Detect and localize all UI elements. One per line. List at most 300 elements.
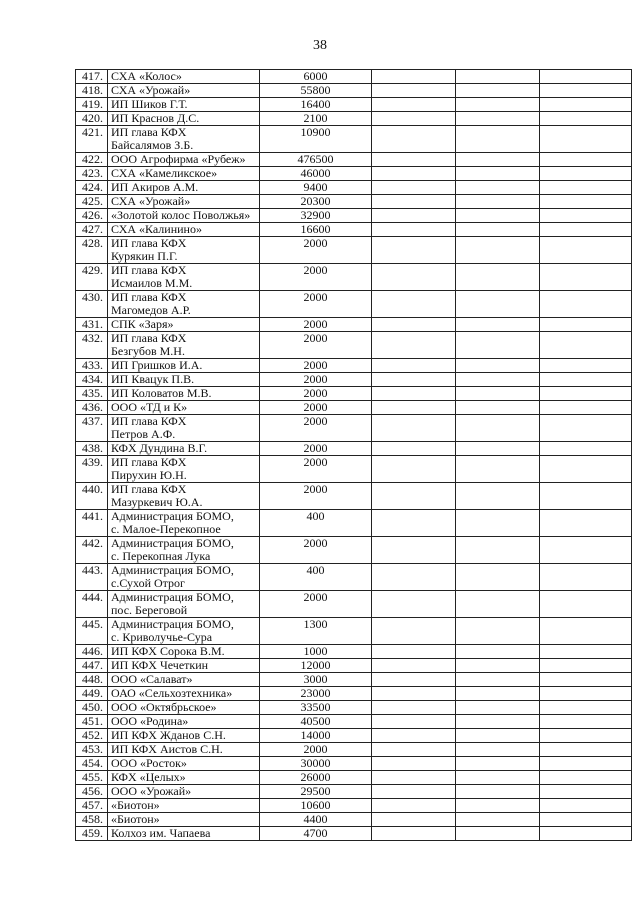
organization-name-line: ОАО «Сельхозтехника» xyxy=(111,686,233,700)
row-number: 427. xyxy=(76,223,108,237)
organization-name xyxy=(108,537,260,564)
organization-name-line: Пирухин Ю.Н. xyxy=(111,468,187,482)
empty-cell xyxy=(372,223,456,237)
table-row xyxy=(76,70,632,84)
empty-cell xyxy=(456,401,540,415)
organization-name-line: Колхоз им. Чапаева xyxy=(111,826,211,840)
empty-cell xyxy=(540,687,632,701)
amount-cell: 2000 xyxy=(260,373,372,387)
amount-cell: 2000 xyxy=(260,264,372,291)
empty-cell xyxy=(456,237,540,264)
empty-cell xyxy=(372,743,456,757)
amount-cell: 2000 xyxy=(260,237,372,264)
empty-cell xyxy=(540,70,632,84)
empty-cell xyxy=(456,318,540,332)
organization-name-line: «Золотой колос Поволжья» xyxy=(111,208,251,222)
amount-cell: 1000 xyxy=(260,645,372,659)
empty-cell xyxy=(456,743,540,757)
row-number: 445. xyxy=(76,618,108,645)
table-row xyxy=(76,387,632,401)
empty-cell xyxy=(540,401,632,415)
row-number: 432. xyxy=(76,332,108,359)
organization-name xyxy=(108,456,260,483)
empty-cell xyxy=(456,112,540,126)
amount-cell: 16600 xyxy=(260,223,372,237)
organization-name-line: СХА «Колос» xyxy=(111,69,182,83)
organization-name-line: ИП глава КФХ xyxy=(111,414,187,428)
row-number: 453. xyxy=(76,743,108,757)
empty-cell xyxy=(540,743,632,757)
table-row xyxy=(76,618,632,645)
empty-cell xyxy=(456,729,540,743)
empty-cell xyxy=(372,645,456,659)
empty-cell xyxy=(456,209,540,223)
table-row xyxy=(76,537,632,564)
empty-cell xyxy=(456,70,540,84)
empty-cell xyxy=(456,591,540,618)
table-row xyxy=(76,195,632,209)
empty-cell xyxy=(540,757,632,771)
organization-name xyxy=(108,687,260,701)
amount-cell: 10600 xyxy=(260,799,372,813)
empty-cell xyxy=(540,827,632,841)
empty-cell xyxy=(456,126,540,153)
row-number: 418. xyxy=(76,84,108,98)
empty-cell xyxy=(540,442,632,456)
empty-cell xyxy=(540,715,632,729)
empty-cell xyxy=(456,701,540,715)
table-row xyxy=(76,701,632,715)
amount-cell: 2000 xyxy=(260,387,372,401)
organization-name-line: с. Перекопная Лука xyxy=(111,549,211,563)
organization-name-line: Безгубов М.Н. xyxy=(111,344,185,358)
empty-cell xyxy=(372,827,456,841)
empty-cell xyxy=(456,827,540,841)
table-row xyxy=(76,785,632,799)
empty-cell xyxy=(456,291,540,318)
empty-cell xyxy=(540,645,632,659)
empty-cell xyxy=(456,564,540,591)
row-number: 441. xyxy=(76,510,108,537)
organization-name-line: Администрация БОМО, xyxy=(111,590,234,604)
empty-cell xyxy=(372,359,456,373)
amount-cell: 2000 xyxy=(260,415,372,442)
amount-cell: 16400 xyxy=(260,98,372,112)
amount-cell: 12000 xyxy=(260,659,372,673)
empty-cell xyxy=(540,332,632,359)
amount-cell: 2000 xyxy=(260,291,372,318)
organization-name-line: ИП КФХ Чечеткин xyxy=(111,658,209,672)
table-row xyxy=(76,153,632,167)
empty-cell xyxy=(372,442,456,456)
table-row xyxy=(76,729,632,743)
empty-cell xyxy=(372,415,456,442)
row-number: 424. xyxy=(76,181,108,195)
table-row xyxy=(76,771,632,785)
empty-cell xyxy=(540,785,632,799)
organization-name-line: Администрация БОМО, xyxy=(111,563,234,577)
organization-name xyxy=(108,195,260,209)
organization-name-line: ООО Агрофирма «Рубеж» xyxy=(111,152,246,166)
empty-cell xyxy=(372,84,456,98)
organization-name-line: ИП глава КФХ xyxy=(111,236,187,250)
empty-cell xyxy=(540,799,632,813)
empty-cell xyxy=(372,483,456,510)
organization-name xyxy=(108,318,260,332)
table-row xyxy=(76,112,632,126)
organization-name-line: ООО «ТД и К» xyxy=(111,400,188,414)
empty-cell xyxy=(372,112,456,126)
row-number: 440. xyxy=(76,483,108,510)
organization-name xyxy=(108,264,260,291)
ledger-body xyxy=(76,70,632,841)
table-row xyxy=(76,827,632,841)
empty-cell xyxy=(540,771,632,785)
table-row xyxy=(76,483,632,510)
empty-cell xyxy=(540,415,632,442)
table-row xyxy=(76,181,632,195)
row-number: 433. xyxy=(76,359,108,373)
empty-cell xyxy=(540,264,632,291)
organization-name-line: Исмаилов М.М. xyxy=(111,276,193,290)
row-number: 448. xyxy=(76,673,108,687)
table-row xyxy=(76,401,632,415)
empty-cell xyxy=(372,687,456,701)
empty-cell xyxy=(372,153,456,167)
row-number: 455. xyxy=(76,771,108,785)
organization-name-line: ИП Акиров А.М. xyxy=(111,180,199,194)
empty-cell xyxy=(372,799,456,813)
empty-cell xyxy=(456,456,540,483)
organization-name-line: Мазуркевич Ю.А. xyxy=(111,495,203,509)
row-number: 435. xyxy=(76,387,108,401)
organization-name xyxy=(108,181,260,195)
empty-cell xyxy=(540,729,632,743)
amount-cell: 476500 xyxy=(260,153,372,167)
empty-cell xyxy=(372,591,456,618)
table-row xyxy=(76,373,632,387)
empty-cell xyxy=(540,510,632,537)
amount-cell: 2000 xyxy=(260,332,372,359)
empty-cell xyxy=(540,98,632,112)
amount-cell: 400 xyxy=(260,510,372,537)
empty-cell xyxy=(540,153,632,167)
empty-cell xyxy=(540,195,632,209)
amount-cell: 26000 xyxy=(260,771,372,785)
empty-cell xyxy=(540,112,632,126)
organization-name-line: ООО «Урожай» xyxy=(111,784,192,798)
organization-name-line: ИП Гришков И.А. xyxy=(111,358,203,372)
page-number: 38 xyxy=(313,38,327,53)
table-row xyxy=(76,359,632,373)
empty-cell xyxy=(540,673,632,687)
organization-name xyxy=(108,112,260,126)
table-row xyxy=(76,332,632,359)
organization-name xyxy=(108,715,260,729)
amount-cell: 55800 xyxy=(260,84,372,98)
table-row xyxy=(76,456,632,483)
organization-name-line: Байсалямов З.Б. xyxy=(111,138,194,152)
empty-cell xyxy=(456,373,540,387)
row-number: 458. xyxy=(76,813,108,827)
empty-cell xyxy=(372,332,456,359)
empty-cell xyxy=(540,291,632,318)
empty-cell xyxy=(372,618,456,645)
amount-cell: 6000 xyxy=(260,70,372,84)
empty-cell xyxy=(372,771,456,785)
organization-name xyxy=(108,359,260,373)
empty-cell xyxy=(372,659,456,673)
organization-name-line: с. Криволучье-Сура xyxy=(111,630,213,644)
organization-name-line: ИП Краснов Д.С. xyxy=(111,111,200,125)
table-row xyxy=(76,591,632,618)
row-number: 451. xyxy=(76,715,108,729)
organization-name xyxy=(108,673,260,687)
empty-cell xyxy=(540,373,632,387)
organization-name-line: СХА «Камеликское» xyxy=(111,166,218,180)
organization-name xyxy=(108,223,260,237)
organization-name-line: ИП Шиков Г.Т. xyxy=(111,97,188,111)
empty-cell xyxy=(456,785,540,799)
empty-cell xyxy=(372,98,456,112)
empty-cell xyxy=(540,591,632,618)
row-number: 450. xyxy=(76,701,108,715)
amount-cell: 2000 xyxy=(260,456,372,483)
amount-cell: 4700 xyxy=(260,827,372,841)
table-row xyxy=(76,757,632,771)
organization-name-line: Администрация БОМО, xyxy=(111,509,234,523)
row-number: 446. xyxy=(76,645,108,659)
organization-name xyxy=(108,701,260,715)
row-number: 443. xyxy=(76,564,108,591)
empty-cell xyxy=(456,483,540,510)
row-number: 447. xyxy=(76,659,108,673)
amount-cell: 2000 xyxy=(260,591,372,618)
empty-cell xyxy=(456,618,540,645)
empty-cell xyxy=(372,757,456,771)
row-number: 442. xyxy=(76,537,108,564)
organization-name-line: КФХ Дундина В.Г. xyxy=(111,441,208,455)
organization-name xyxy=(108,564,260,591)
organization-name-line: ООО «Родина» xyxy=(111,714,189,728)
empty-cell xyxy=(372,729,456,743)
empty-cell xyxy=(456,537,540,564)
row-number: 429. xyxy=(76,264,108,291)
organization-name-line: ООО «Салават» xyxy=(111,672,193,686)
empty-cell xyxy=(372,126,456,153)
organization-name-line: ИП КФХ Сорока В.М. xyxy=(111,644,225,658)
ledger-table xyxy=(75,69,632,841)
empty-cell xyxy=(456,510,540,537)
amount-cell: 2000 xyxy=(260,483,372,510)
table-row xyxy=(76,442,632,456)
amount-cell: 32900 xyxy=(260,209,372,223)
organization-name xyxy=(108,785,260,799)
row-number: 426. xyxy=(76,209,108,223)
empty-cell xyxy=(372,456,456,483)
organization-name-line: пос. Береговой xyxy=(111,603,188,617)
empty-cell xyxy=(540,564,632,591)
empty-cell xyxy=(456,442,540,456)
empty-cell xyxy=(372,70,456,84)
amount-cell: 46000 xyxy=(260,167,372,181)
organization-name-line: с. Малое-Перекопное xyxy=(111,522,221,536)
organization-name xyxy=(108,799,260,813)
amount-cell: 4400 xyxy=(260,813,372,827)
table-row xyxy=(76,799,632,813)
empty-cell xyxy=(540,318,632,332)
organization-name-line: ИП глава КФХ xyxy=(111,290,187,304)
organization-name-line: ИП глава КФХ xyxy=(111,482,187,496)
organization-name xyxy=(108,332,260,359)
amount-cell: 2000 xyxy=(260,442,372,456)
empty-cell xyxy=(540,237,632,264)
empty-cell xyxy=(456,359,540,373)
table-row xyxy=(76,813,632,827)
organization-name xyxy=(108,373,260,387)
organization-name xyxy=(108,237,260,264)
row-number: 423. xyxy=(76,167,108,181)
amount-cell: 2000 xyxy=(260,359,372,373)
table-row xyxy=(76,98,632,112)
table-row xyxy=(76,167,632,181)
empty-cell xyxy=(372,291,456,318)
empty-cell xyxy=(456,98,540,112)
empty-cell xyxy=(456,153,540,167)
empty-cell xyxy=(456,84,540,98)
table-row xyxy=(76,264,632,291)
amount-cell: 2000 xyxy=(260,537,372,564)
empty-cell xyxy=(456,167,540,181)
empty-cell xyxy=(372,264,456,291)
organization-name-line: с.Сухой Отрог xyxy=(111,576,185,590)
row-number: 452. xyxy=(76,729,108,743)
amount-cell: 2000 xyxy=(260,743,372,757)
organization-name-line: «Биотон» xyxy=(111,812,160,826)
empty-cell xyxy=(456,181,540,195)
organization-name xyxy=(108,645,260,659)
table-row xyxy=(76,659,632,673)
row-number: 454. xyxy=(76,757,108,771)
organization-name-line: ООО «Росток» xyxy=(111,756,187,770)
row-number: 421. xyxy=(76,126,108,153)
organization-name xyxy=(108,827,260,841)
organization-name-line: ИП КФХ Аистов С.Н. xyxy=(111,742,223,756)
row-number: 430. xyxy=(76,291,108,318)
amount-cell: 20300 xyxy=(260,195,372,209)
organization-name xyxy=(108,126,260,153)
table-row xyxy=(76,84,632,98)
organization-name xyxy=(108,387,260,401)
row-number: 456. xyxy=(76,785,108,799)
organization-name xyxy=(108,415,260,442)
empty-cell xyxy=(456,673,540,687)
table-row xyxy=(76,564,632,591)
empty-cell xyxy=(372,167,456,181)
empty-cell xyxy=(372,401,456,415)
table-row xyxy=(76,209,632,223)
empty-cell xyxy=(456,332,540,359)
row-number: 428. xyxy=(76,237,108,264)
organization-name xyxy=(108,591,260,618)
empty-cell xyxy=(456,771,540,785)
row-number: 436. xyxy=(76,401,108,415)
organization-name-line: ИП глава КФХ xyxy=(111,331,187,345)
organization-name xyxy=(108,483,260,510)
amount-cell: 30000 xyxy=(260,757,372,771)
organization-name xyxy=(108,510,260,537)
table-row xyxy=(76,743,632,757)
row-number: 449. xyxy=(76,687,108,701)
organization-name-line: ИП Коловатов М.В. xyxy=(111,386,212,400)
empty-cell xyxy=(372,673,456,687)
amount-cell: 1300 xyxy=(260,618,372,645)
organization-name-line: Курякин П.Г. xyxy=(111,249,178,263)
row-number: 444. xyxy=(76,591,108,618)
empty-cell xyxy=(540,126,632,153)
empty-cell xyxy=(540,181,632,195)
organization-name-line: ИП КФХ Жданов С.Н. xyxy=(111,728,226,742)
empty-cell xyxy=(456,387,540,401)
table-row xyxy=(76,673,632,687)
organization-name-line: Администрация БОМО, xyxy=(111,617,234,631)
empty-cell xyxy=(456,659,540,673)
empty-cell xyxy=(456,645,540,659)
empty-cell xyxy=(456,813,540,827)
empty-cell xyxy=(540,483,632,510)
organization-name xyxy=(108,743,260,757)
empty-cell xyxy=(372,813,456,827)
empty-cell xyxy=(372,510,456,537)
table-row xyxy=(76,237,632,264)
amount-cell: 2000 xyxy=(260,401,372,415)
row-number: 422. xyxy=(76,153,108,167)
empty-cell xyxy=(372,785,456,799)
row-number: 438. xyxy=(76,442,108,456)
organization-name-line: «Биотон» xyxy=(111,798,160,812)
organization-name xyxy=(108,729,260,743)
empty-cell xyxy=(540,701,632,715)
empty-cell xyxy=(540,223,632,237)
empty-cell xyxy=(372,181,456,195)
organization-name xyxy=(108,291,260,318)
empty-cell xyxy=(456,195,540,209)
amount-cell: 2000 xyxy=(260,318,372,332)
organization-name xyxy=(108,442,260,456)
empty-cell xyxy=(540,84,632,98)
table-row xyxy=(76,510,632,537)
row-number: 425. xyxy=(76,195,108,209)
organization-name xyxy=(108,618,260,645)
organization-name xyxy=(108,771,260,785)
empty-cell xyxy=(540,387,632,401)
row-number: 417. xyxy=(76,70,108,84)
empty-cell xyxy=(372,701,456,715)
empty-cell xyxy=(456,799,540,813)
amount-cell: 23000 xyxy=(260,687,372,701)
empty-cell xyxy=(456,415,540,442)
organization-name-line: Администрация БОМО, xyxy=(111,536,234,550)
table-row xyxy=(76,126,632,153)
organization-name xyxy=(108,153,260,167)
organization-name-line: СХА «Урожай» xyxy=(111,194,191,208)
organization-name xyxy=(108,84,260,98)
table-row xyxy=(76,318,632,332)
empty-cell xyxy=(540,537,632,564)
table-row xyxy=(76,687,632,701)
organization-name-line: ООО «Октябрьское» xyxy=(111,700,217,714)
empty-cell xyxy=(456,687,540,701)
